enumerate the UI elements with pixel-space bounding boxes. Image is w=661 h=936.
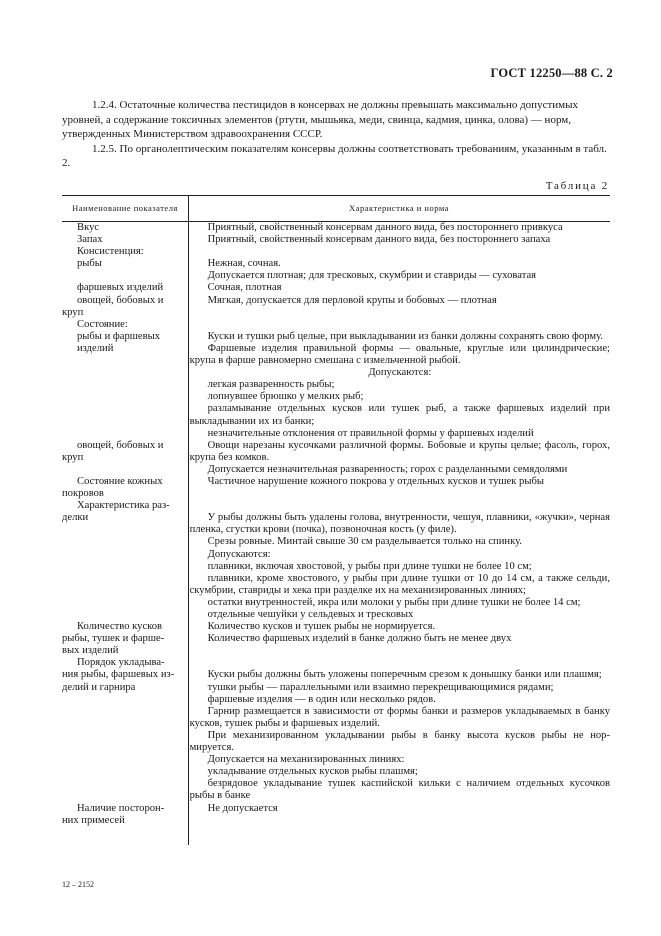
norm-paragraph: незначительные отклонения от правильной формы у фаршевых изделий [207,427,534,439]
indicator-name-cell [62,270,184,282]
norm-paragraph: Приятный, свойственный консервам данного вида, без постороннего запаха [207,234,551,246]
table-row [62,246,610,270]
norm-paragraph: Частичное нарушение кожного покрова у отдельных кусков и тушек рыбы [207,475,544,487]
norm-paragraph: Мягкая, допускается для перловой крупы и бобовых — плотная [207,294,497,306]
indicator-name-line: овощей, бобовых и [77,294,164,306]
indicator-name-line: рыбы и фаршевых [77,330,161,342]
norm-paragraph: Куски рыбы должны быть уложены поперечным срезом к донышку банки или плашмя; [207,669,602,681]
indicator-name-cell [62,246,184,270]
clause-1-2-4: 1.2.4. Остаточные количества пестицидов в консервах не должны превышать максимально допустимых уровней, а содержание токсичных элементов (ртути, мышьяка, меди, свинца, кадмия, цинка, олова) — норм, утвержденных Министерством здравоохранения СССР. [62,99,578,140]
indicator-name-line: рыбы, тушек и фарше- [62,633,165,645]
norm-cell [190,246,610,270]
table-row [62,222,610,234]
norm-paragraph: разламывание отдельных кусков или тушек рыб, а также фаршевых изделий при выкладывании их из банки; [189,403,610,427]
norm-paragraph: Допускается плотная; для тресковых, скумбрии и ставриды — суховатая [207,270,537,282]
norm-paragraph: Допускаются: [368,367,432,379]
norm-paragraph: При механизированном укладывании рыбы в банку высота кусков рыбы не нормируется. [189,729,610,754]
norm-paragraph: Количество кусков и тушек рыбы не нормируется. [207,621,436,633]
norm-cell [190,270,610,282]
norm-paragraph: Допускается на механизированных линиях: [207,754,405,766]
norm-cell [190,295,610,319]
norm-paragraph [190,657,610,669]
norm-paragraph: Количество фаршевых изделий в банке должно быть не менее двух [207,633,512,645]
norm-paragraph: Фаршевые изделия правильной формы — овальные, круглые или цилиндрические; крупа в фарше равномерно смешана с измельченной рыбой. [189,342,610,367]
norm-paragraph: тушки рыбы — параллельными или взаимно перекрещивающимися рядами; [207,681,554,693]
norm-paragraph: безрядовое укладывание тушек каспийской кильки с наличием отдельных кусочков рыбы в банке [189,778,610,802]
indicator-name-cell [62,440,184,476]
norm-paragraph: плавники, кроме хвостового, у рыбы при длине тушки от 10 до 14 см, а также сельди, скумбрии, ставриды и хека при разделке их на механизированных линиях; [189,572,610,596]
table-row [62,295,610,319]
norm-paragraph: Нежная, сочная. [207,258,281,270]
indicator-name-line: Состояние кожных [77,475,163,487]
indicator-name-cell [62,657,184,802]
norm-cell [190,440,610,476]
norm-paragraph: фаршевые изделия — в один или несколько рядов. [207,693,436,705]
indicator-name-line: изделий [77,342,114,354]
norm-cell [190,621,610,657]
indicator-name-cell [62,621,184,657]
norm-cell [190,803,610,827]
norm-paragraph: Приятный, свойственный консервам данного вида, без постороннего привкуса [207,222,563,233]
table-row [62,657,610,802]
table-row [62,803,610,827]
table-row [62,500,610,621]
table-label: Таблица 2 [545,180,609,192]
indicator-name-cell [62,234,184,246]
table-row [62,234,610,246]
indicator-name-line: покровов [62,488,104,500]
indicator-name-line [77,270,184,282]
table-header-col1: Наименование показателя [72,203,178,213]
indicator-name-line: овощей, бобовых и [77,439,164,451]
norm-paragraph: Сочная, плотная [207,282,282,294]
table-header-col2: Характеристика и норма [349,203,449,213]
norm-paragraph: лопнувшее брюшко у мелких рыб; [207,391,364,403]
indicator-name-cell [62,222,184,234]
table-row [62,270,610,282]
norm-cell [190,500,610,621]
norm-paragraph: У рыбы должны быть удалены голова, внутренности, чешуя, плавники, «жучки», черная пленка, сгустки крови (почка), позвоночная кость (у филе). [189,512,610,536]
indicator-name-cell [62,282,184,294]
norm-cell [190,319,610,440]
indicator-name-line: Порядок укладыва- [77,657,165,669]
indicator-name-line: круп [62,451,84,463]
norm-paragraph [190,500,610,512]
indicator-name-line: рыбы [77,258,102,270]
norm-paragraph [190,319,610,331]
norm-paragraph [190,246,610,258]
indicator-name-line: делки [62,512,89,524]
indicator-name-cell [62,295,184,319]
norm-paragraph: Куски и тушки рыб целые, при выкладывании из банки должны сохранять свою форму. [207,330,603,342]
indicator-name-line: Запах [77,234,103,246]
indicator-name-line: Вкус [77,222,100,233]
norm-cell [190,657,610,802]
indicator-name-line: вых изделий [62,645,119,657]
indicator-name-line: делий и гарнира [62,681,136,693]
norm-paragraph: Гарнир размещается в зависимости от формы банки и размеров укладываемых в банку кусков, тушек рыбы и фаршевых изделий. [189,705,610,729]
intro-text [62,98,610,171]
indicator-name-cell [62,500,184,621]
table-row [62,621,610,657]
norm-paragraph: легкая разваренность рыбы; [207,379,335,391]
indicator-name-cell [62,803,184,827]
indicator-name-cell [62,476,184,500]
norm-paragraph: Не допускается [207,802,278,814]
norm-paragraph: Допускаются: [207,548,271,560]
document-header: ГОСТ 12250—88 С. 2 [490,66,613,80]
norm-cell [190,222,610,234]
indicator-name-line: них примесей [62,814,125,826]
norm-paragraph: остатки внутренностей, икра или молоки у рыбы при длине тушки не более 14 см; [207,596,581,608]
norm-paragraph: плавники, включая хвостовой, у рыбы при длине тушки не более 10 см; [207,560,532,572]
norm-paragraph: укладывание отдельных кусков рыбы плашмя; [207,766,418,778]
norm-cell [190,476,610,500]
norm-paragraph: Допускается незначительная разваренность; горох с разделанными семядолями [207,463,568,475]
indicator-name-line: ния рыбы, фаршевых из- [62,669,175,681]
indicator-name-line: Состояние: [77,318,128,330]
table-row [62,282,610,294]
table-row [62,476,610,500]
clause-1-2-5: 1.2.5. По органолептическим показателям консервы должны соответствовать требованиям, указанным в табл. 2. [62,142,607,169]
table-row [62,319,610,440]
table-body [62,222,610,827]
indicator-name-cell [62,319,184,440]
table-header [62,195,610,222]
norm-paragraph: Овощи нарезаны кусочками различной формы. Бобовые и крупы целые; фасоль, горох, крупа без комков. [189,439,610,463]
indicator-name-line: Характеристика раз- [77,500,170,512]
norm-cell [190,282,610,294]
norm-paragraph: Срезы ровные. Минтай свыше 30 см разделывается только на спинку. [207,536,522,548]
indicator-name-line: круп [62,306,84,318]
indicator-name-line: фаршевых изделий [77,282,164,294]
indicator-name-line: Консистенция: [77,246,144,258]
norm-paragraph: отдельные чешуйки у сельдевых и тресковых [207,609,414,620]
norm-cell [190,234,610,246]
indicator-name-line: Количество кусков [77,621,163,633]
table-row [62,440,610,476]
indicator-name-line: Наличие посторон- [77,802,165,814]
page-footer-code: 12 – 2152 [62,880,94,889]
